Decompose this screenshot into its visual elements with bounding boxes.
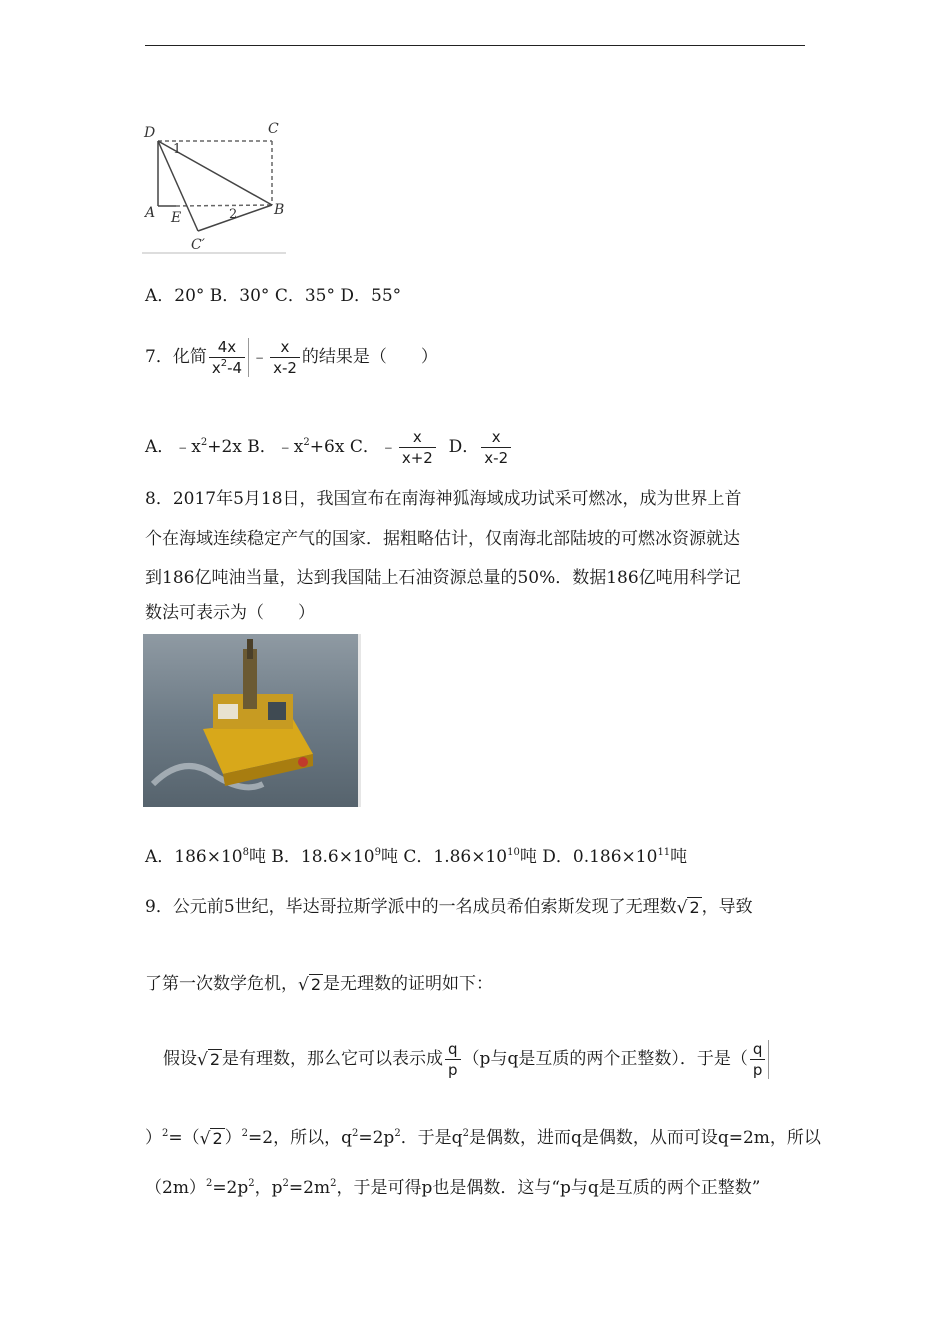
sqrt-2: √ 2	[197, 1049, 221, 1070]
angle-2-label: 2	[229, 207, 238, 222]
q7-fraction-1	[209, 338, 249, 377]
q9-line-2: 了第一次数学危机，√ 2 是无理数的证明如下：	[145, 974, 494, 995]
label-E: E	[171, 210, 182, 226]
sqrt-2: √ 2	[199, 1128, 223, 1149]
label-B: B	[274, 202, 285, 218]
q8-line-2: 个在海域连续稳定产气的国家．据粗略估计，仅南海北部陆坡的可燃冰资源就达	[145, 529, 740, 549]
q9-proof-line-1: 假设√ 2 是有理数，那么它可以表示成 $\frac{q}{p}$ （p与q是互质的两个正整数）．于是（ $\frac{q}{p}$	[163, 1040, 771, 1079]
q-over-p-fraction: $\frac{q}{p}$	[445, 1040, 461, 1079]
q7-prefix: 7．化简	[145, 347, 207, 367]
angle-1-label: 1	[173, 142, 182, 157]
q7-f1-numerator: 4x	[209, 338, 245, 358]
sqrt-2: √ 2	[298, 974, 322, 995]
label-D: D	[144, 125, 156, 141]
q8-line-3: 到186亿吨油当量，达到我国陆上石油资源总量的50%．数据186亿吨用科学记	[145, 568, 741, 588]
geometry-figure	[140, 115, 292, 260]
label-C: C	[268, 121, 279, 137]
q6-options: A．20° B．30° C．35° D．55°	[145, 286, 402, 306]
sqrt-2: √ 2	[676, 897, 700, 918]
q7-fraction-2: $\frac{x}{x-2}$	[270, 338, 300, 377]
label-A: A	[145, 205, 156, 221]
q9-line-1: 9．公元前5世纪，毕达哥拉斯学派中的一名成员希伯索斯发现了无理数√ 2 ，导致	[145, 897, 753, 918]
q8-options: A．$186\times 10^8$吨 B．$18.6\times 10^9$吨 C．$1.86\times 10^{10}$吨 D．$0.186\times 10^{11}$吨	[145, 847, 688, 867]
q7-minus: ﹣	[251, 347, 269, 367]
q7-option-d-fraction: $\frac{x}{x-2}$	[481, 428, 511, 467]
header-rule	[145, 45, 805, 46]
label-C-prime: C′	[191, 237, 205, 253]
q7-f1-denominator: $x^2-4$	[211, 358, 243, 377]
q7-suffix: 的结果是（ ）	[301, 347, 438, 367]
q-over-p-fraction: $\frac{q}{p}$	[750, 1040, 770, 1079]
q9-proof-line-3: $(2m)^2=2p^2$，$p^2=2m^2$，于是可得p也是偶数．这与“p与q是互质的两个正整数”	[145, 1178, 761, 1198]
q7-option-c-fraction: $\frac{x}{x+2}$	[399, 428, 436, 467]
q7-options: A．$﹣x^2+2x$ B．$﹣x^2+6x$ C．﹣ $\frac{x}{x+2}$ D． $\frac{x}{x-2}$	[145, 428, 513, 467]
drilling-platform-photo	[143, 634, 361, 807]
q9-proof-line-2: ）$^2$=（√ 2 ）$^2$=2，所以，$q^2=2p^2$．于是$q^2$是偶数，进而q是偶数，从而可设q=2m，所以	[145, 1128, 821, 1149]
q8-line-1: 8．2017年5月18日，我国宣布在南海神狐海域成功试采可燃冰，成为世界上首	[145, 489, 742, 509]
q8-line-4: 数法可表示为（ ）	[145, 603, 315, 623]
q7-stem	[145, 338, 438, 377]
